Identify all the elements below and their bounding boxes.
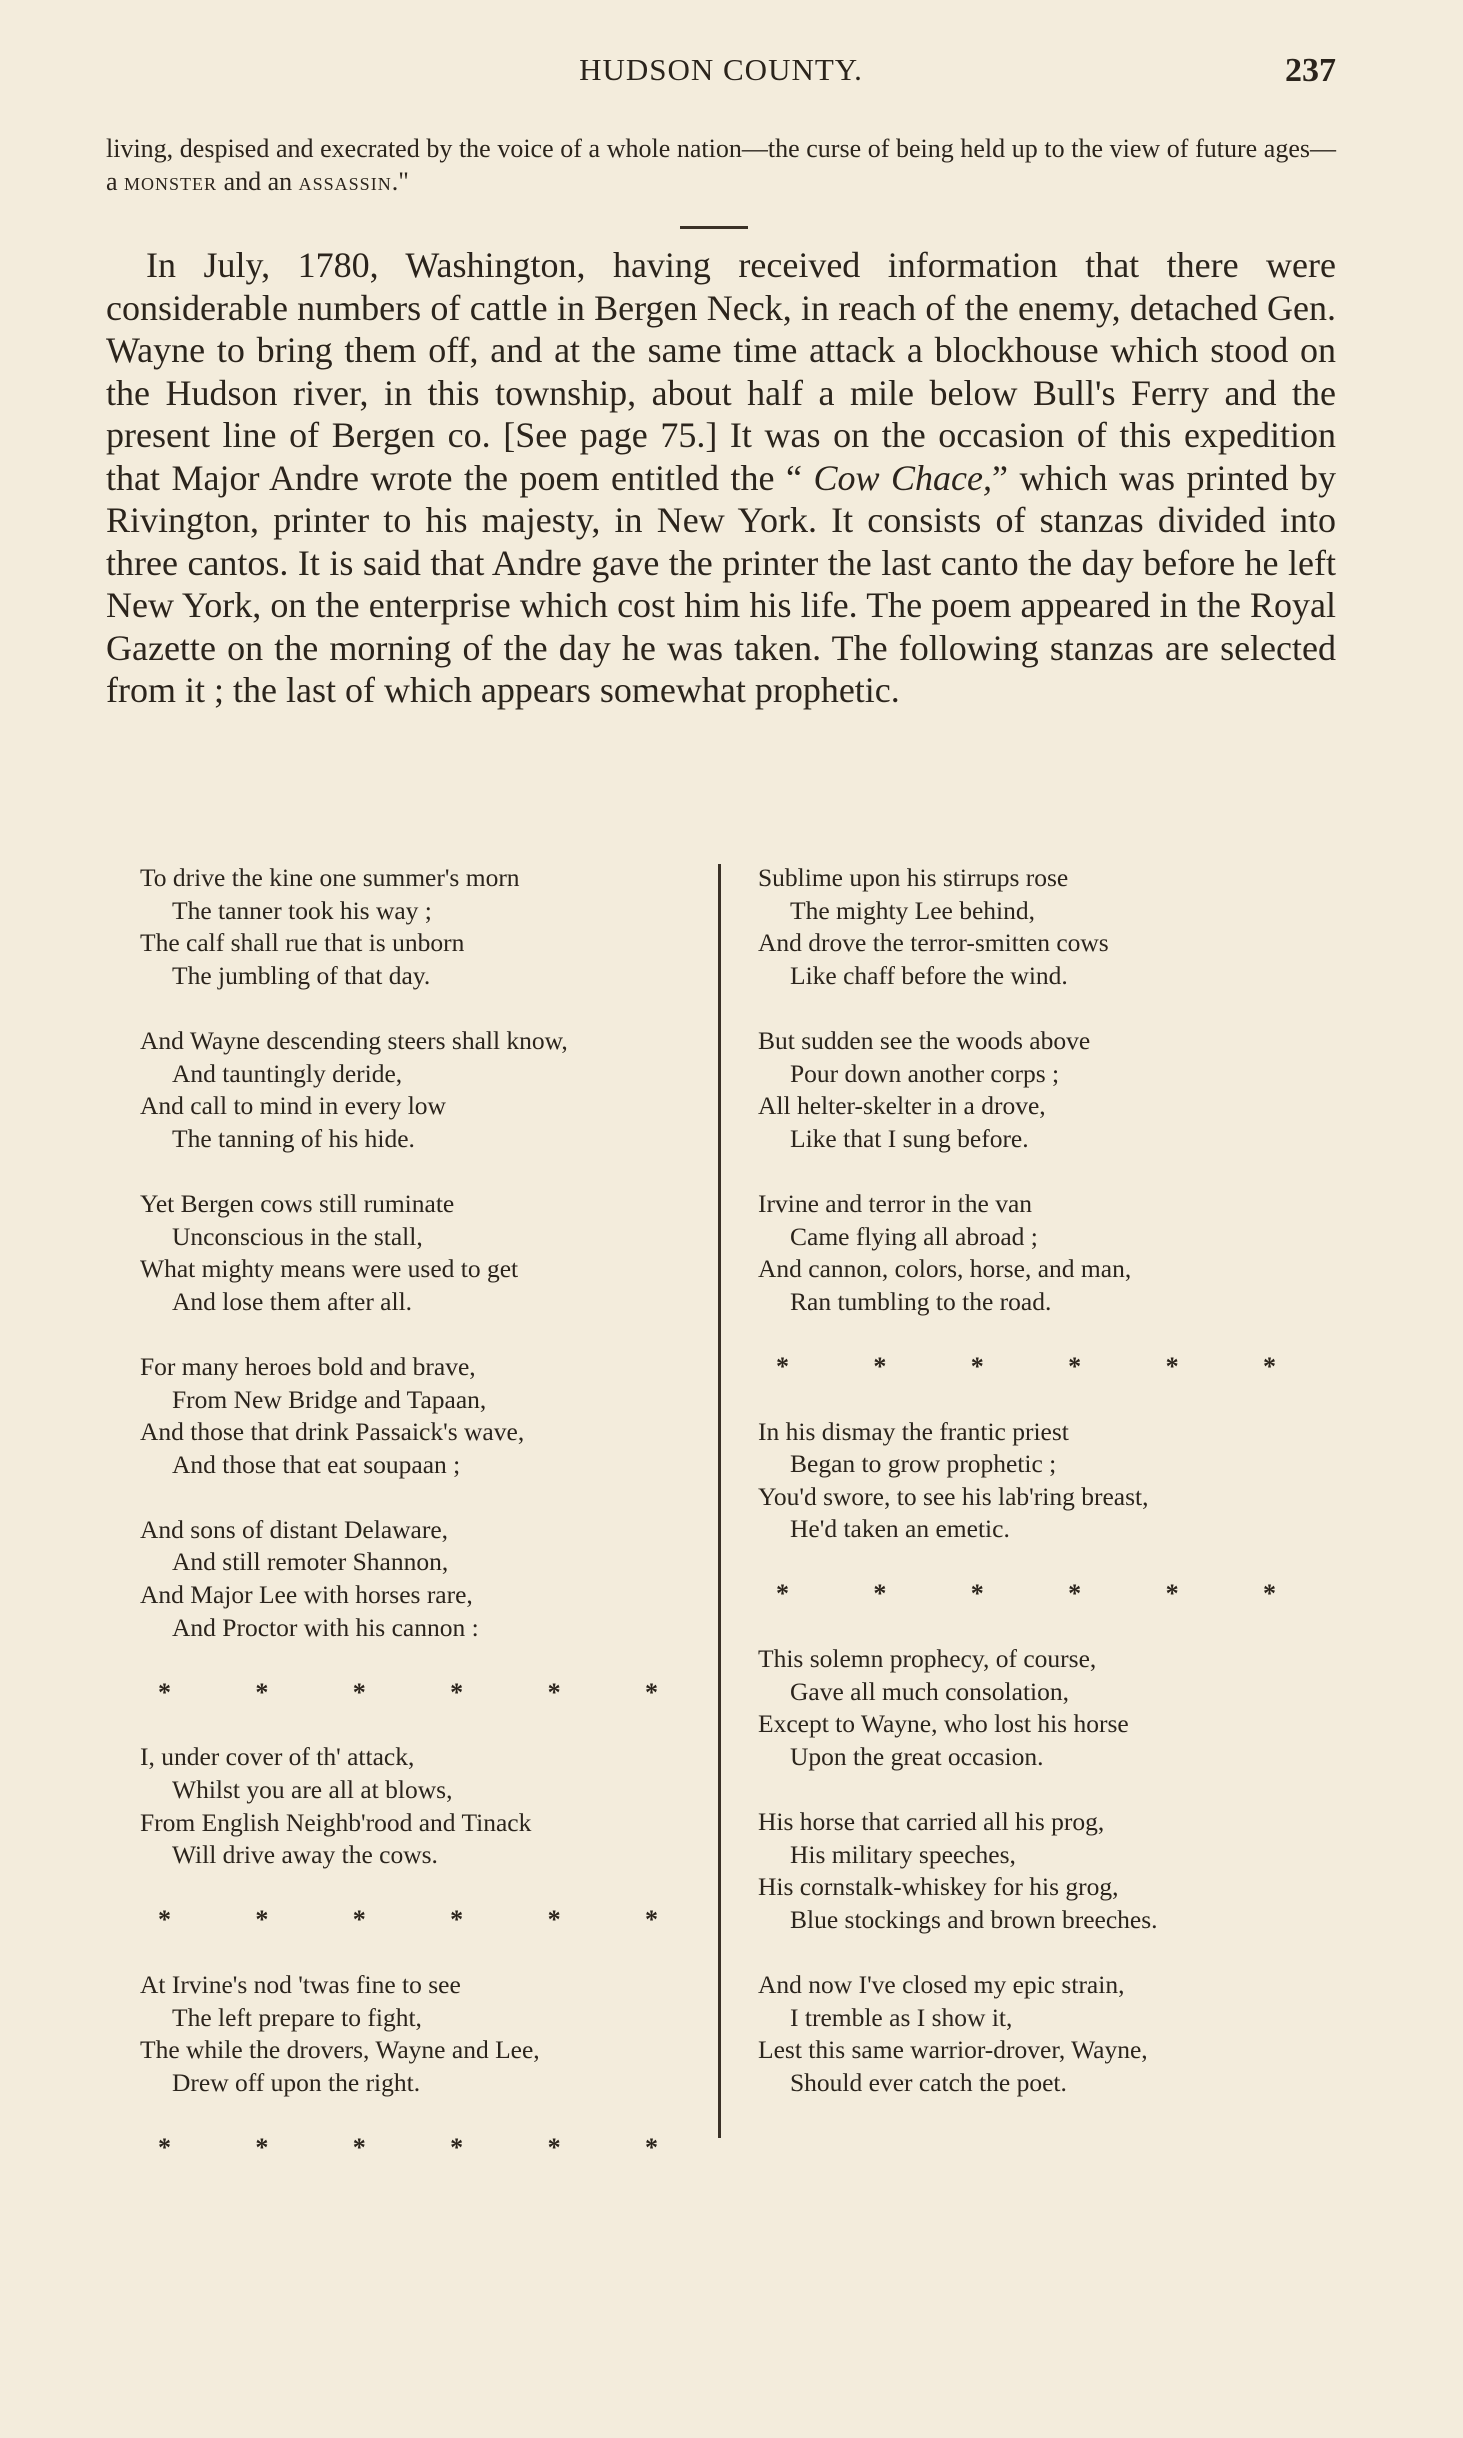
poem-stanza [758,862,1318,992]
poem-stanza [758,1188,1318,1318]
poem-stanza [140,1741,710,1871]
asterisk: * [158,2132,171,2162]
poem-line: You'd swore, to see his lab'ring breast, [758,1481,1149,1511]
poem-line: And sons of distant Delaware, [140,1514,449,1544]
asterisk: * [352,2132,366,2162]
poem-stanza [758,1025,1318,1155]
poem-line: I tremble as I show it, [790,2002,1013,2032]
poem-stanza [140,1188,710,1318]
poem-stanza [140,1969,710,2099]
poem-line: From English Neighb'rood and Tinack [140,1807,532,1837]
poem-line: And call to mind in every low [140,1091,446,1121]
poem-line: Unconscious in the stall, [172,1221,423,1251]
poem-line: Upon the great occasion. [790,1741,1044,1771]
asterisk: * [352,1677,366,1707]
poem-column-right [758,862,1318,2132]
page-number: 237 [1285,52,1336,89]
paragraph-part1: In July, 1780, Washington, having received information that there were considerable numbers of cattle in Bergen Neck, in reach of the enemy, detached Gen. Wayne to bring them off, and at the same time attack a blockhouse which stood on the Hudson river, in this township, about half a mile below Bull's Ferry and the present line of Bergen co. [See page 75.] It was on the occasion of this expedition that Major Andre wrote the poem entitled the “ [106,245,1336,498]
poem-line: Like chaff before the wind. [790,960,1068,990]
poem-line: And those that drink Passaick's wave, [140,1417,525,1447]
poem-line: His cornstalk-whiskey for his grog, [758,1872,1119,1902]
poem-line: And tauntingly deride, [172,1058,403,1088]
poem-column-left [140,862,710,2197]
asterisk: * [255,1677,269,1707]
poem-line: The jumbling of that day. [172,960,431,990]
poem-line: And Wayne descending steers shall know, [140,1025,568,1055]
poem-stanza [140,862,710,992]
poem-title: Cow Chace, [813,457,992,498]
poem-stanza [140,1514,710,1644]
poem-line: Like that I sung before. [790,1123,1029,1153]
poem-line: The left prepare to fight, [172,2002,422,2032]
poem-line: Whilst you are all at blows, [172,1775,453,1805]
asterisk: * [352,1905,366,1935]
asterisk: * [1262,1351,1276,1381]
asterisk: * [644,1677,658,1707]
poem-line: This solemn prophecy, of course, [758,1644,1097,1674]
poem-line: And still remoter Shannon, [172,1547,449,1577]
poem-line: Blue stockings and brown breeches. [790,1904,1158,1934]
asterism-row [758,1351,1286,1383]
poem-line: At Irvine's nod 'twas fine to see [140,1970,461,1999]
poem-line: In his dismay the frantic priest [758,1416,1069,1446]
poem-stanza [758,1416,1318,1546]
body-paragraph [106,244,1336,712]
asterism-row [758,1578,1286,1610]
asterisk: * [1165,1351,1179,1381]
poem-line: And drove the terror-smitten cows [758,928,1109,958]
asterisk: * [158,1677,171,1707]
poem-stanza [758,1969,1318,2099]
asterisk: * [547,1677,561,1707]
poem-line: What mighty means were used to get [140,1254,519,1284]
quote-smallcaps-assassin: assassin [298,167,392,196]
running-head [106,52,1336,102]
poem-line: His military speeches, [790,1839,1016,1869]
poem-line: His horse that carried all his prog, [758,1807,1105,1837]
asterisk: * [450,1677,464,1707]
poem-line: And cannon, colors, horse, and man, [758,1254,1132,1284]
poem-line: The calf shall rue that is unborn [140,928,465,958]
poem-line: Gave all much consolation, [790,1676,1070,1706]
asterism-row [140,1677,668,1709]
quote-text-c: ." [391,167,409,196]
poem-line: I, under cover of th' attack, [140,1742,415,1772]
running-title: HUDSON COUNTY. [579,52,863,87]
asterisk: * [1068,1351,1082,1381]
paragraph-part2: ” which was printed by Rivington, printer to his majesty, in New York. It consists of stanzas divided into three cantos. It is said that Andre gave the printer the last canto the day before he left New York, on the enterprise which cost him his life. The poem appeared in the Royal Gazette on the morning of the day he was taken. The following stanzas are selected from it ; the last of which appears somewhat prophetic. [106,457,1336,710]
poem-line: And now I've closed my epic strain, [758,1970,1125,1999]
poem-line: Should ever catch the poet. [790,2067,1067,2097]
asterisk: * [255,2132,269,2162]
poem-line: Began to grow prophetic ; [790,1449,1057,1479]
asterisk: * [970,1579,984,1609]
asterisk: * [1068,1579,1082,1609]
asterisk: * [255,1905,269,1935]
poem-line: Except to Wayne, who lost his horse [758,1709,1129,1739]
asterisk: * [873,1351,887,1381]
poem-stanza [758,1806,1318,1936]
poem-line: Will drive away the cows. [172,1840,438,1870]
poem-line: He'd taken an emetic. [790,1514,1010,1544]
poem-line: Lest this same warrior-drover, Wayne, [758,2035,1148,2065]
quote-smallcaps-monster: monster [124,167,218,196]
poem-line: Sublime upon his stirrups rose [758,863,1069,892]
poem-line: Irvine and terror in the van [758,1188,1033,1218]
poem-line: From New Bridge and Tapaan, [172,1384,487,1414]
asterisk: * [158,1905,171,1935]
asterisk: * [644,1905,658,1935]
poem-line: Yet Bergen cows still ruminate [140,1188,455,1218]
asterism-row [140,1904,668,1936]
poem-line: And Major Lee with horses rare, [140,1580,473,1610]
quote-text-a: living, despised and execrated by the voice of a whole nation—the curse of being held up to the view of future ages—a [106,134,1336,196]
poem-line: But sudden see the woods above [758,1025,1091,1055]
asterisk: * [547,2132,561,2162]
asterisk: * [450,2132,464,2162]
asterism-row [140,2132,668,2164]
poem-line: The while the drovers, Wayne and Lee, [140,2035,540,2065]
quote-continuation [106,132,1336,198]
poem-stanza [140,1025,710,1155]
poem-line: For many heroes bold and brave, [140,1351,476,1381]
poem-line: And lose them after all. [172,1286,413,1316]
asterisk: * [1262,1579,1276,1609]
poem-stanza [758,1643,1318,1773]
poem-line: Ran tumbling to the road. [790,1286,1052,1316]
asterisk: * [776,1351,789,1381]
poem-line: To drive the kine one summer's morn [140,863,520,892]
section-divider [680,226,748,229]
poem-line: Drew off upon the right. [172,2067,421,2097]
asterisk: * [1165,1579,1179,1609]
asterisk: * [547,1905,561,1935]
asterisk: * [644,2132,658,2162]
poem-line: All helter-skelter in a drove, [758,1091,1046,1121]
poem-line: The mighty Lee behind, [790,895,1036,925]
quote-text-b: and an [217,167,299,196]
poem-line: Pour down another corps ; [790,1058,1060,1088]
asterisk: * [776,1579,789,1609]
asterisk: * [970,1351,984,1381]
asterisk: * [873,1579,887,1609]
poem-line: Came flying all abroad ; [790,1221,1038,1251]
column-rule [718,864,721,2138]
poem-stanza [140,1351,710,1481]
poem-line: The tanner took his way ; [172,895,432,925]
poem-line: And those that eat soupaan ; [172,1449,461,1479]
poem-line: And Proctor with his cannon : [172,1612,479,1642]
poem-line: The tanning of his hide. [172,1123,415,1153]
asterisk: * [450,1905,464,1935]
